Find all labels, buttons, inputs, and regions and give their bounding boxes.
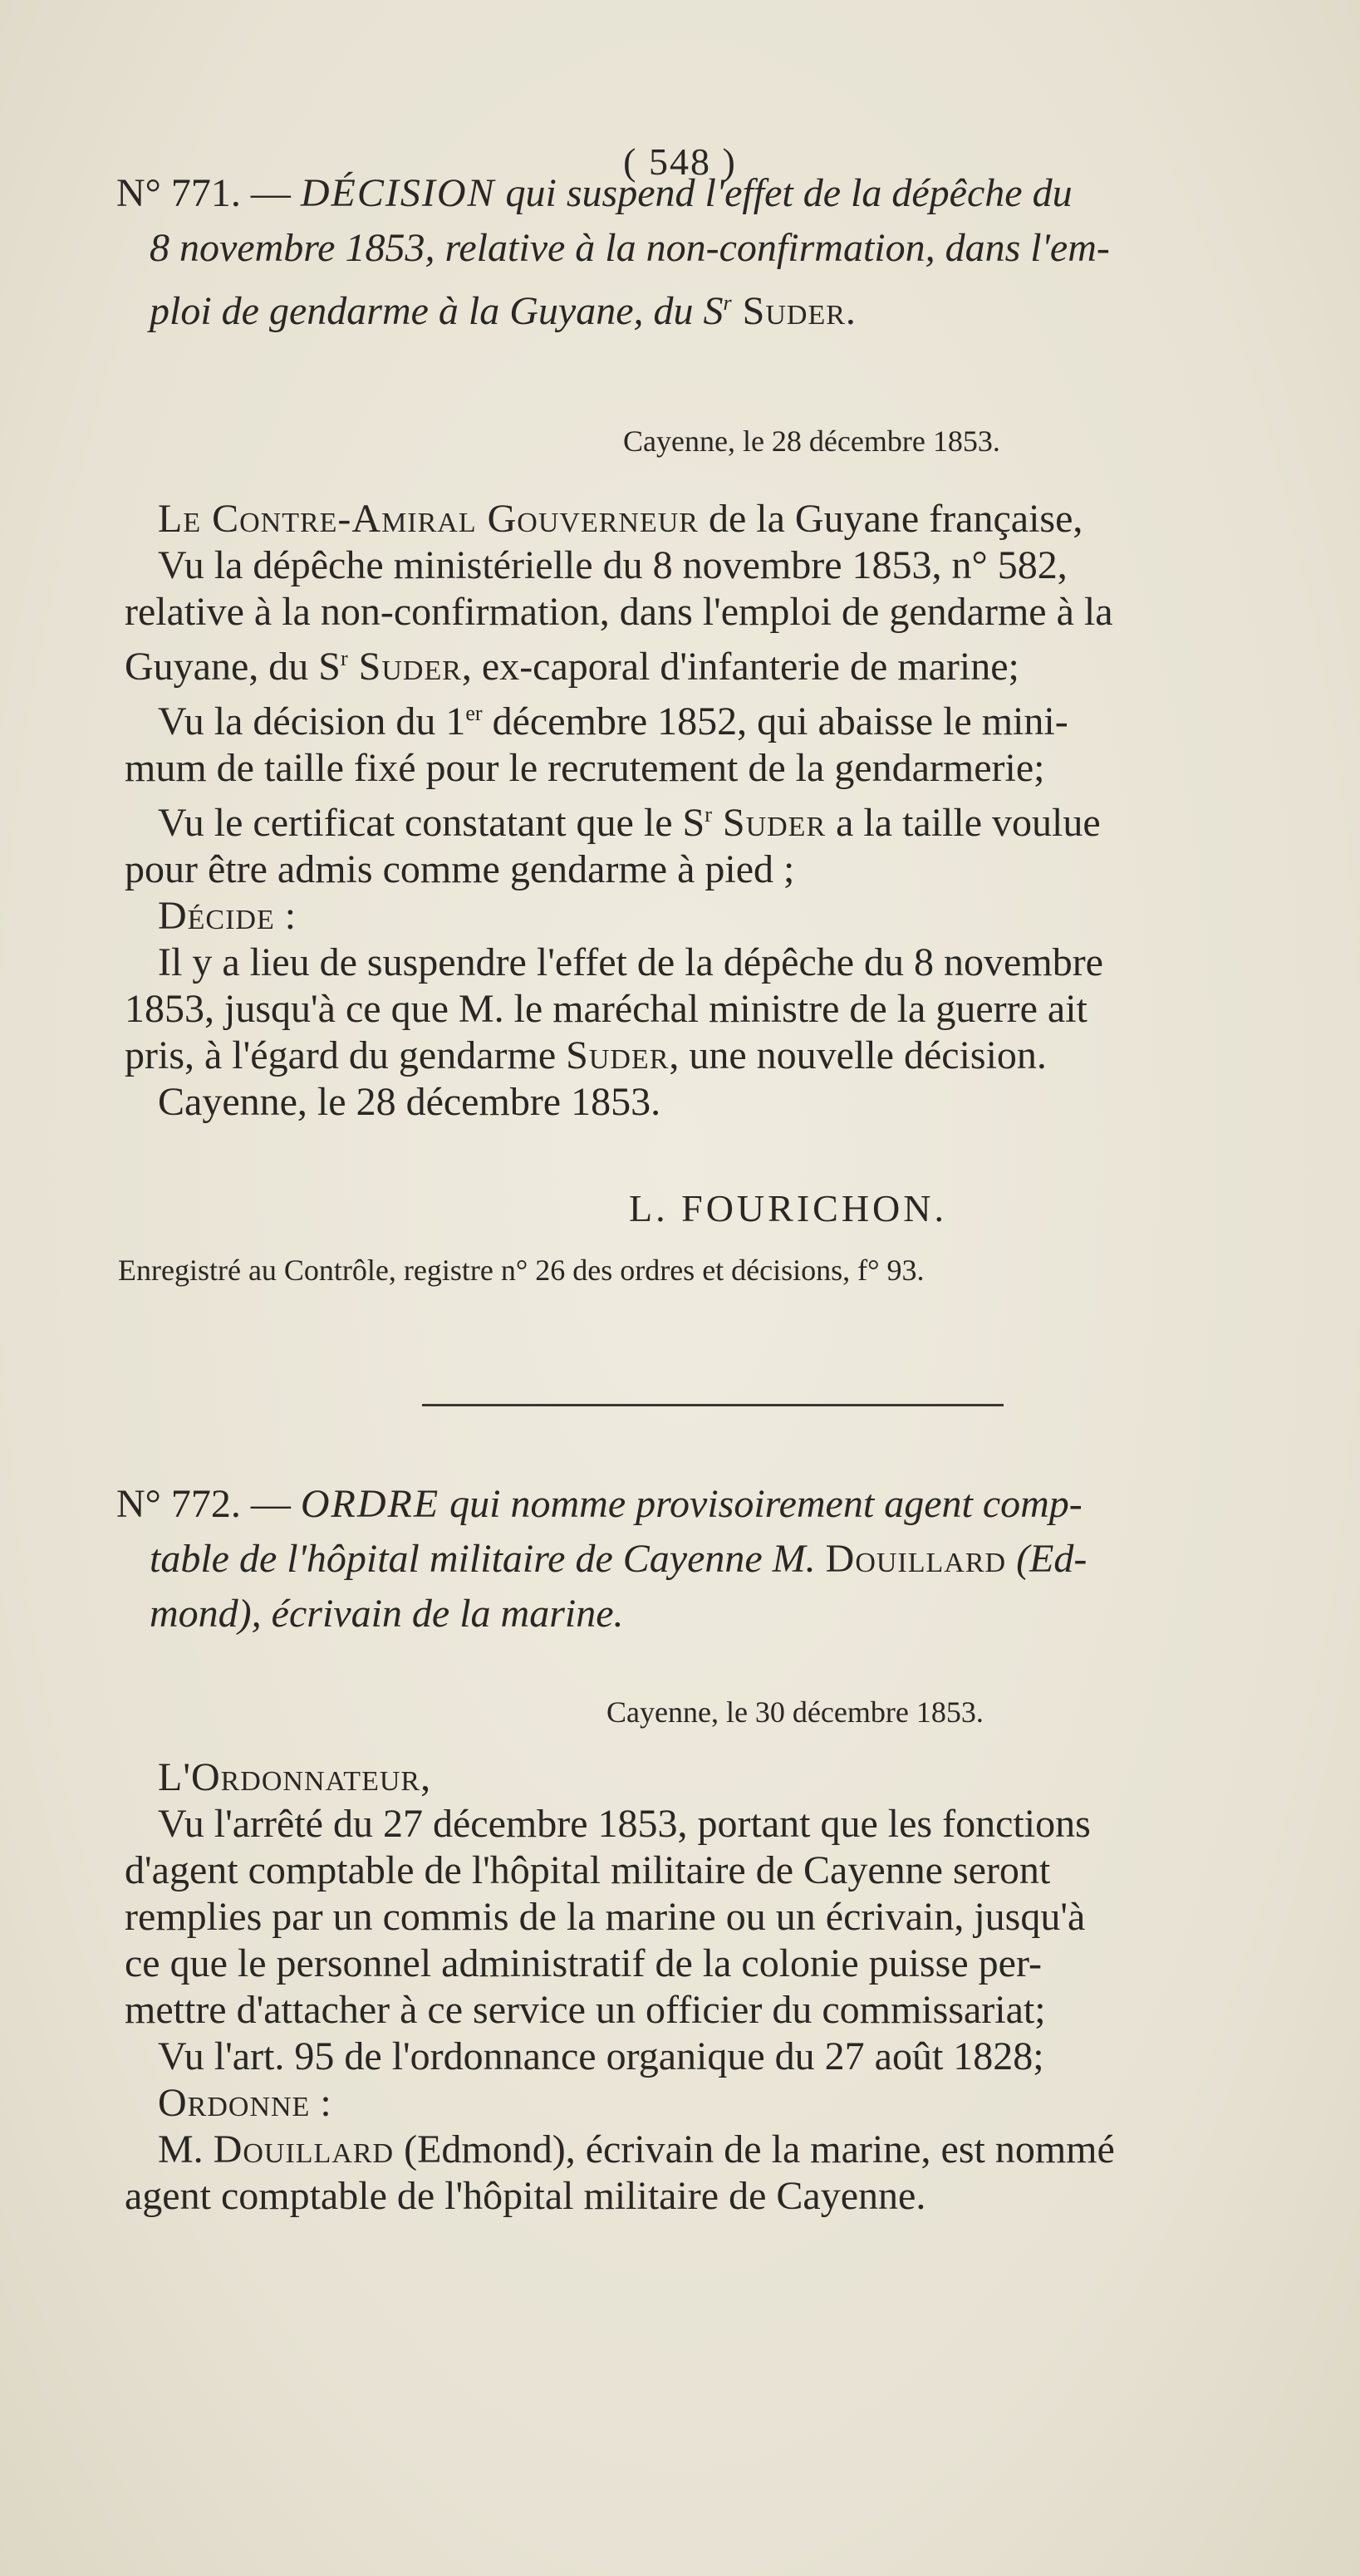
body-line: ce que le personnel administratif de la colonie puisse per- [125,1941,1042,1985]
entry-772-dateline: Cayenne, le 30 décembre 1853. [606,1695,984,1729]
entry-771-body [125,496,1113,1126]
body-line: pour être admis comme gendarme à pied ; [125,847,795,891]
body-line: Vu la dépêche ministérielle du 8 novembre 1853, n° 582, [158,543,1068,587]
body-line: Vu le certificat constatant que le $S^r$ Suder a la taille voulue [158,801,1101,845]
body-line: Il y a lieu de suspendre l'effet de la dépêche du 8 novembre [158,940,1103,984]
heading-line: mond), écrivain de la marine. [150,1592,624,1636]
body-line: Vu la décision du 1er décembre 1852, qui abaisse le mini- [158,699,1068,743]
decide-label: Décide : [158,894,297,938]
page-number: ( 548 ) [623,140,737,183]
section-divider [422,1404,1004,1406]
heading-line [116,1477,1360,1532]
entry-772-body [125,1754,1115,2220]
act-type: ORDRE [300,1482,440,1526]
body-line: Cayenne, le 28 décembre 1853. [158,1080,661,1124]
body-line: d'agent comptable de l'hôpital militaire de Cayenne seront [125,1848,1051,1892]
ordonne-label: Ordonne : [158,2081,331,2125]
entry-number: N° 771. — [116,171,301,215]
body-line: L'Ordonnateur, [158,1755,431,1799]
body-line: pris, à l'égard du gendarme Suder, une nouvelle décision. [125,1033,1047,1077]
heading-text: qui suspend l'effet de la dépêche du [495,171,1073,215]
entry-771-dateline: Cayenne, le 28 décembre 1853. [623,424,1000,458]
heading-line: 8 novembre 1853, relative à la non-confirmation, dans l'em- [150,226,1110,270]
body-line: remplies par un commis de la marine ou un écrivain, jusqu'à [125,1895,1086,1939]
body-line: Guyane, du $S^r$ Suder, ex-caporal d'infanterie de marine; [125,645,1019,689]
entry-772-heading [116,1477,1360,1641]
body-line: Vu l'art. 95 de l'ordonnance organique du 27 août 1828; [158,2034,1044,2078]
body-line: mum de taille fixé pour le recrutement de la gendarmerie; [125,746,1045,790]
entry-number: N° 772. — [116,1482,301,1526]
heading-line [116,166,1360,221]
entry-771-heading [116,166,1360,339]
registration-note: Enregistré au Contrôle, registre n° 26 des ordres et décisions, f° 93. [118,1254,925,1287]
body-line: 1853, jusqu'à ce que M. le maréchal ministre de la guerre ait [125,987,1088,1031]
body-line: M. Douillard (Edmond), écrivain de la marine, est nommé [158,2127,1115,2171]
heading-line: table de l'hôpital militaire de Cayenne M. Douillard (Ed- [150,1537,1088,1581]
signature: L. FOURICHON. [629,1187,947,1229]
body-line: Le Contre-Amiral Gouverneur de la Guyane française, [158,497,1083,541]
body-line: relative à la non-confirmation, dans l'emploi de gendarme à la [125,590,1113,634]
body-line: mettre d'attacher à ce service un officier du commissariat; [125,1988,1046,2032]
heading-text: qui nomme provisoirement agent comp- [439,1482,1083,1526]
body-line: Vu l'arrêté du 27 décembre 1853, portant que les fonctions [158,1802,1091,1846]
heading-line: ploi de gendarme à la Guyane, du $S^r$ Suder. [150,289,856,333]
act-type: DÉCISION [300,171,496,215]
body-line: agent comptable de l'hôpital militaire de Cayenne. [125,2174,926,2218]
